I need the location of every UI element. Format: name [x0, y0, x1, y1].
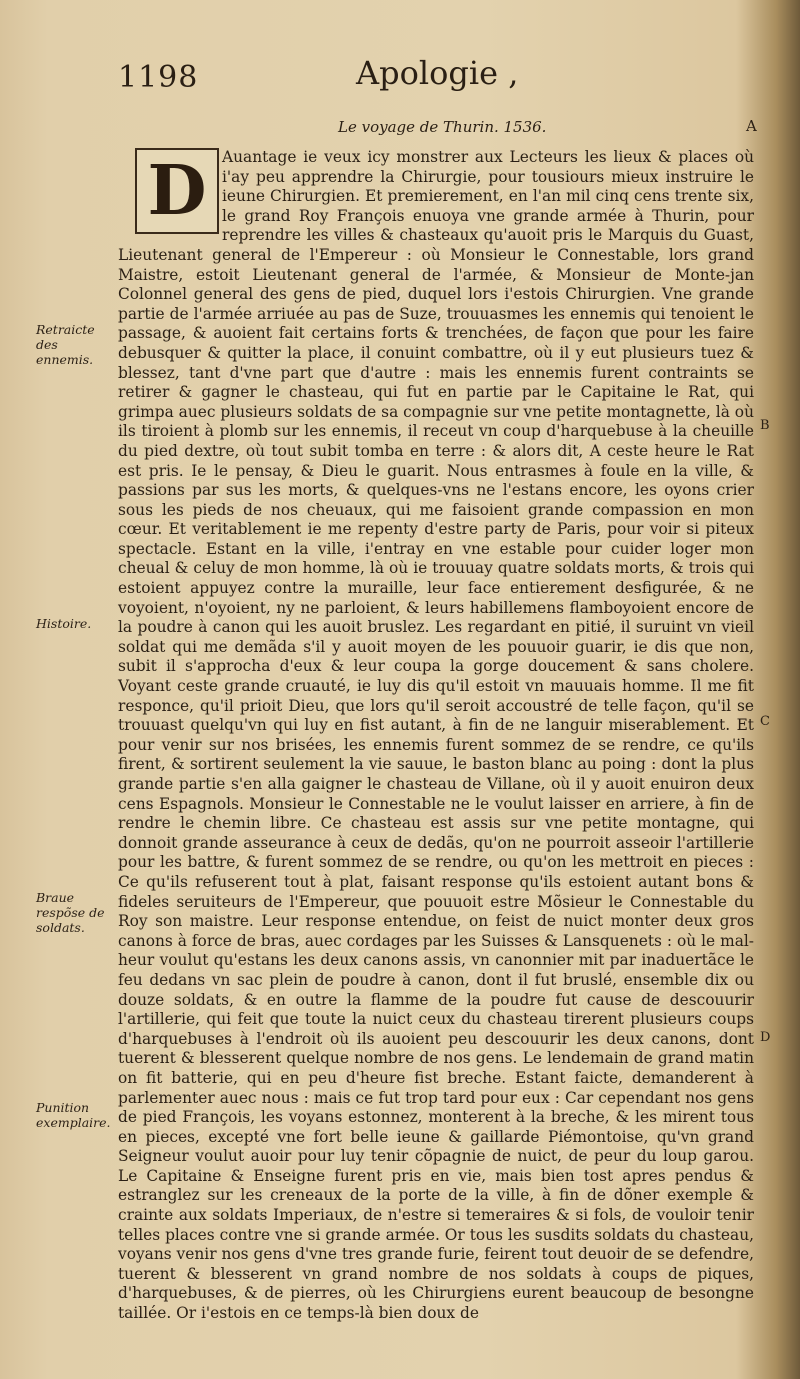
signature-letter-a: A: [746, 117, 757, 135]
main-text-block: [118, 148, 754, 1324]
page-header: [0, 50, 800, 100]
margin-note-braue-response: Braue respõse de soldats.: [36, 890, 105, 935]
drop-cap-letter: D: [147, 151, 207, 231]
margin-note-histoire: Histoire.: [36, 616, 92, 631]
signature-mark-c: C: [760, 714, 770, 729]
page-number: 1198: [118, 60, 199, 95]
drop-cap-space: [118, 148, 222, 232]
signature-mark-d: D: [760, 1030, 771, 1045]
signature-mark-b: B: [760, 418, 770, 433]
margin-note-punition: Punition exemplaire.: [36, 1100, 111, 1130]
section-subheading: Le voyage de Thurin. 1536.: [338, 118, 547, 136]
body-paragraph: Auantage ie veux icy monstrer aux Lecteurs les lieux & places où i'ay peu apprendre la Chirurgie, pour tousiours mieux instruire le ieune Chirurgien. Et premierement, en l'an mil cinq cens trente six, le grand Roy François enuoya vne grande armée à Thurin, pour reprendre les villes & chasteaux qu'auoit pris le Marquis du Guast, Lieutenant general de l'Empereur : où Monsieur le Connestable, lors grand Maistre, estoit Lieutenant general de l'armée, & Monsieur de Monte-jan Colonnel general des gens de pied, duquel lors i'estois Chirurgien. Vne grande partie de l'armée arriuée au pas de Suze, trouuasmes les ennemis qui tenoient le passage, & auoient fait certains forts & trenchées, de façon que pour les faire debusquer & quitter la place, il conuint combattre, où il y eut plusieurs tuez & blessez, tant d'vne part que d'autre : mais les ennemis furent contraints se retirer & gagner le chasteau, qui fut en partie par le Capitaine le Rat, qui grimpa auec plusieurs soldats de sa compagnie sur vne petite montagnette, là où ils tiroient à plomb sur les ennemis, il receut vn coup d'harquebuse à la cheuille du pied dextre, où tout subit tomba en terre : & alors dit, A ceste heure le Rat est pris. Ie le pensay, & Dieu le guarit. Nous entrasmes à foule en la ville, & passions par sus les morts, & quelques-vns ne l'estans encore, les oyons crier sous les pieds de nos cheuaux, qui me faisoient grande compassion en mon cœur. Et veritablement ie me repenty d'estre party de Paris, pour voir si piteux spectacle. Estant en la ville, i'entray en vne estable pour cuider loger mon cheual & celuy de mon homme, là où ie trouuay quatre soldats morts, & trois qui estoient appuyez contre la muraille, leur face entierement desfigurée, & ne voyoient, n'oyoient, ny ne parloient, & leurs habillemens flamboyoient encore de la poudre à canon qui les auoit bruslez. Les regardant en pitié, il suruint vn vieil soldat qui me demãda s'il y auoit moyen de les pouuoir guarir, ie dis que non, subit il s'approcha d'eux & leur coupa la gorge doucement & sans cholere. Voyant ceste grande cruauté, ie luy dis qu'il estoit vn mauuais homme. Il me fit responce, qu'il prioit Dieu, que lors qu'il seroit accoustré de telle façon, qu'il se trouuast quelqu'vn qui luy en fist autant, à fin de ne languir miserablement. Et pour venir sur nos brisées, les ennemis furent sommez de se rendre, ce qu'ils firent, & sortirent seulement la vie sauue, le baston blanc au poing : dont la plus grande partie s'en alla gaigner le chasteau de Villane, où il y auoit enuiron deux cens Espagnols. Monsieur le Connestable ne le voulut laisser en arriere, à fin de rendre le chemin libre. Ce chasteau est assis sur vne petite montagne, qui donnoit grande asseurance à ceux de dedãs, qu'on ne pourroit asseoir l'artillerie pour les battre, & furent sommez de se rendre, ou qu'on les mettroit en pieces : Ce qu'ils refuserent tout à plat, faisant response qu'ils estoient autant bons & fideles seruiteurs de l'Empereur, que pouuoit estre Mõsieur le Connestable du Roy son maistre. Leur response entendue, on feist de nuict monter deux gros canons à force de bras, auec cordages par les Suisses & Lansquenets : où le mal-heur voulut qu'estans les deux canons assis, vn canonnier mit par inaduertãce le feu dedans vn sac plein de poudre à canon, dont il fut bruslé, ensemble dix ou douze soldats, & en outre la flamme de la poudre fut cause de descouurir l'artillerie, qui feit que toute la nuict ceux du chasteau tirerent plusieurs coups d'harquebuses à l'endroit où ils auoient peu descouurir les deux canons, dont tuerent & blesserent quelque nombre de nos gens. Le lendemain de grand matin on fit batterie, qui en peu d'heure fist breche. Estant faicte, demanderent à parlementer auec nous : mais ce fut trop tard pour eux : Car cependant nos gens de pied François, les voyans estonnez, monterent à la breche, & les mirent tous en pieces, excepté vne fort belle ieune & gaillarde Piémontoise, qu'vn grand Seigneur voulut auoir pour luy tenir cõpagnie de nuict, de peur du loup garou. Le Capitaine & Enseigne furent pris en vie, mais bien tost apres pendus & estranglez sur les creneaux de la porte de la ville, à fin de dõner exemple & crainte aux soldats Imperiaux, de n'estre si temeraires & si fols, de vouloir tenir telles places contre vne si grande armée. Or tous les susdits soldats du chasteau, voyans venir nos gens d'vne tres grande furie, feirent tout deuoir de se defendre, tuerent & blesserent vn grand nombre de nos soldats à coups de piques, d'harquebuses, & de pierres, où les Chirurgiens eurent beaucoup de besongne taillée. Or i'estois en ce temps-là bien doux de: [118, 148, 754, 1323]
margin-note-retraicte: Retraicte des ennemis.: [36, 322, 95, 367]
running-title: Apologie ,: [356, 54, 519, 92]
